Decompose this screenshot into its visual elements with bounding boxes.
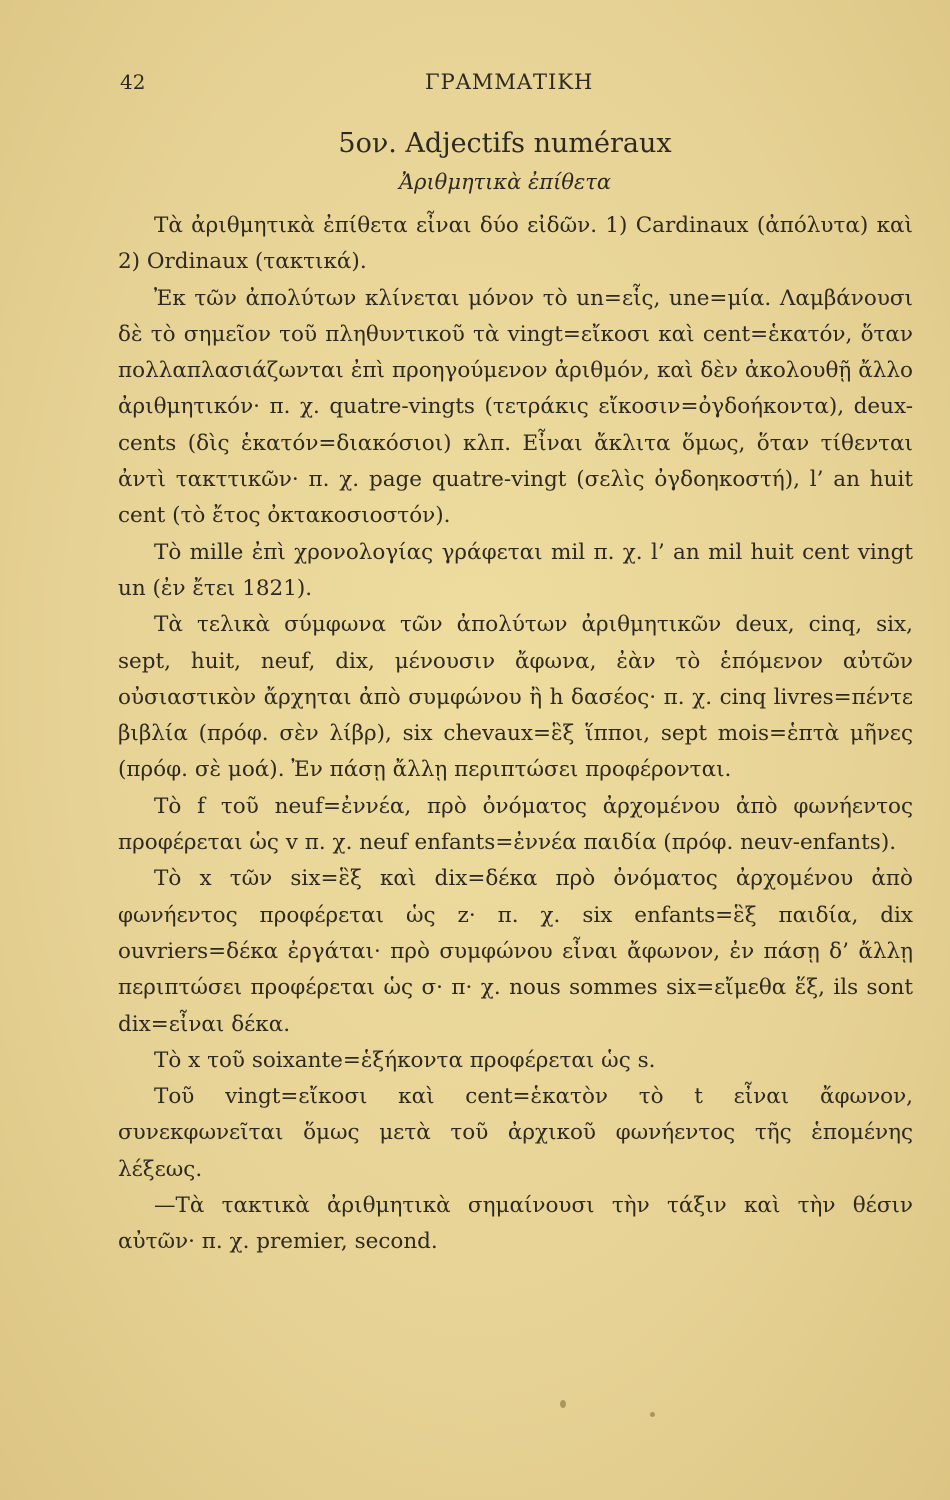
body-text	[118, 208, 913, 1261]
page-number: 42	[120, 70, 146, 94]
paragraph-neuf: Τὸ f τοῦ neuf=ἐννέα, πρὸ ὀνόματος ἀρχομένου ἀπὸ φωνήεντος προφέρεται ὡς v π. χ. neuf enfants=ἐννέα παιδία (πρόφ. neuv-enfants).	[118, 793, 913, 856]
running-title: ΓΡΑΜΜΑΤΙΚΗ	[425, 70, 594, 94]
paragraph-final-consonants: Τὰ τελικὰ σύμφωνα τῶν ἀπολύτων ἀριθμητικῶν deux, cinq, six, sept, huit, neuf, dix, μένουσιν ἄφωνα, ἐὰν τὸ ἑπόμενον αὐτῶν οὐσιαστικὸν ἄρχηται ἀπὸ συμφώνου ἢ h δασέος· π. χ. cinq livres=πέντε βιβλία (πρόφ. σὲν λίβρ), six chevaux=ἓξ ἵπποι, sept mois=ἑπτὰ μῆνες (πρόφ. σὲ μοά). Ἐν πάσῃ ἄλλῃ περιπτώσει προφέρονται.	[118, 612, 913, 783]
paragraph-mille: Τὸ mille ἐπὶ χρονολογίας γράφεται mil π. χ. l’ an mil huit cent vingt un (ἐν ἔτει 1821).	[118, 539, 913, 601]
section-heading: 5ον. Adjectifs numéraux	[338, 128, 672, 159]
paragraph-soixante: Τὸ x τοῦ soixante=ἑξήκοντα προφέρεται ὡς s.	[154, 1047, 656, 1073]
paragraph-cardinals: Ἐκ τῶν ἀπολύτων κλίνεται μόνον τὸ un=εἷς, une=μία. Λαμβάνουσι δὲ τὸ σημεῖον τοῦ πληθυντικοῦ τὰ vingt=εἴκοσι καὶ cent=ἑκατόν, ὅταν πολλαπλασιάζωνται ἐπὶ προηγούμενον ἀριθμόν, καὶ δὲν ἀκολουθῇ ἄλλο ἀριθμητικόν· π. χ. quatre-vingts (τετράκις εἴκοσιν=ὀγδοήκοντα), deux-cents (δὶς ἑκατόν=διακόσιοι) κλπ. Εἶναι ἄκλιτα ὅμως, ὅταν τίθενται ἀντὶ τακττικῶν· π. χ. page quatre-vingt (σελὶς ὀγδοηκοστή), l’ an huit cent (τὸ ἔτος ὀκτακοσιοστόν).	[118, 285, 913, 529]
paragraph-intro: Τὰ ἀριθμητικὰ ἐπίθετα εἶναι δύο εἰδῶν. 1) Cardinaux (ἀπόλυτα) καὶ 2) Ordinaux (τακτικά).	[118, 213, 913, 275]
ink-spot	[560, 1400, 566, 1408]
section-subheading: Ἀριθμητικὰ ἐπίθετα	[398, 170, 612, 194]
page-header	[120, 70, 910, 106]
ink-spot	[650, 1412, 655, 1417]
paragraph-vingt-cent: Τοῦ vingt=εἴκοσι καὶ cent=ἑκατὸν τὸ t εἶναι ἄφωνον, συνεκφωνεῖται ὅμως μετὰ τοῦ ἀρχικοῦ φωνήεντος τῆς ἑπομένης λέξεως.	[118, 1084, 913, 1182]
paragraph-six-dix: Τὸ x τῶν six=ἓξ καὶ dix=δέκα πρὸ ὀνόματος ἀρχομένου ἀπὸ φωνήεντος προφέρεται ὡς z· π. χ. six enfants=ἓξ παιδία, dix ouvriers=δέκα ἐργάται· πρὸ συμφώνου εἶναι ἄφωνον, ἐν πάσῃ δ’ ἄλλῃ περιπτώσει προφέρεται ὡς σ· π· χ. nous sommes six=εἴμεθα ἕξ, ils sont dix=εἶναι δέκα.	[118, 866, 913, 1037]
paragraph-ordinals: —Τὰ τακτικὰ ἀριθμητικὰ σημαίνουσι τὴν τάξιν καὶ τὴν θέσιν αὐτῶν· π. χ. premier, second.	[118, 1193, 913, 1255]
